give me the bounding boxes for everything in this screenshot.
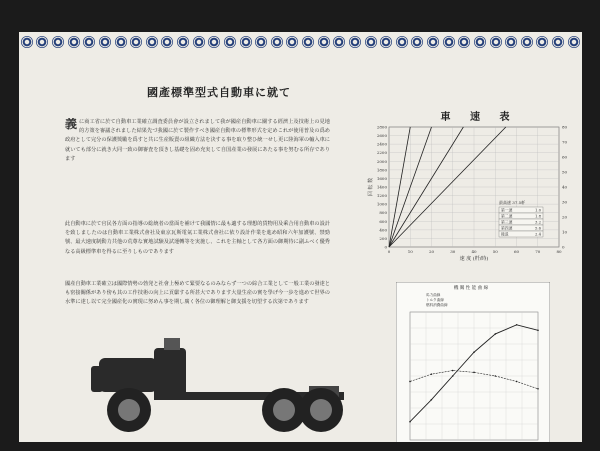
brochure-page: [19, 32, 582, 442]
y-tick-label: 1800: [376, 167, 387, 173]
x-axis-label: 速 度 (粁/時): [459, 256, 489, 262]
y-tick-label: 600: [379, 218, 387, 224]
y-right-tick-label: 80: [562, 124, 568, 130]
border-flower-icon: [130, 36, 142, 48]
y-right-tick-label: 10: [562, 229, 568, 235]
engine-data-point: [452, 375, 454, 377]
border-flower-icon: [552, 36, 564, 48]
gear-table-cell: 2.4: [534, 231, 541, 237]
engine-chart-title: 機 關 性 能 曲 線: [453, 286, 489, 291]
border-flower-icon: [240, 36, 252, 48]
y-tick-label: 400: [379, 227, 387, 233]
y-tick-label: 1400: [376, 184, 387, 190]
rear-wheel-hub: [273, 399, 295, 421]
y-tick-label: 1000: [376, 201, 387, 207]
border-flower-icon: [474, 36, 486, 48]
paragraph-3: 國産自動車工業確立は國際情勢の勃発と社會上極めて緊要なるのみならず一つの綜合工業として一般工業の發達とも密接關係があり傍も其の工作技術の向上に貢獻する所甚大であります大量生産の實を學げ今一歩を進めて世界の水準に達し以て完全國産化の實現に努めん事を期し廣く各位の御理解と御支援を切望する次第であります: [65, 281, 330, 306]
engine-hood: [99, 358, 157, 392]
gear-table-cell: 後退: [501, 231, 509, 237]
front-wheel-hub: [118, 399, 140, 421]
engine-data-point: [495, 333, 497, 335]
x-tick-label: 0: [387, 249, 391, 254]
gear-table-cell: 第三速: [501, 219, 513, 225]
y-tick-label: 1600: [376, 175, 387, 181]
document-title: 國產標準型式自動車に就て: [147, 86, 291, 99]
border-flower-icon: [411, 36, 423, 48]
y-right-tick-label: 0: [562, 244, 565, 250]
x-tick-label: 50: [492, 249, 498, 254]
engine-data-point: [473, 351, 475, 353]
engine-data-point: [473, 372, 475, 374]
border-flower-icon: [505, 36, 517, 48]
border-flower-icon: [302, 36, 314, 48]
border-flower-icon: [99, 36, 111, 48]
y-right-tick-label: 30: [562, 199, 568, 205]
engine-legend-entry: 燃料消費曲線: [426, 303, 448, 307]
gear-table-cell: 第四速: [501, 225, 513, 231]
engine-data-point: [409, 381, 411, 383]
paragraph-1-text: に商工省に於て自動車工業確立調査委員會が設立されまして我が國産自動車に關する經濟上及技術上の見地的方策を審議されました結果先づ我國に於て製作すべき國産自動車の標準形式を定めこれが使用普及の爲め政府として完分の保護獎勵を爲すと共に生産販賣の組織方法を決する事を取り整ひ統一せし更に陸海軍の輸入車に就いても部分に就き大同一致の御審査を頂きし基礎を固め充実して自国産業の發展にあたる事を努むる所存であります: [65, 119, 330, 162]
gear-table-note: 最高速 37.5粁: [499, 200, 526, 205]
y-tick-label: 800: [379, 210, 387, 216]
y-tick-label: 200: [379, 235, 387, 241]
border-flower-icon: [115, 36, 127, 48]
border-flower-icon: [83, 36, 95, 48]
y-right-tick-label: 60: [562, 154, 568, 160]
decorative-border: [19, 32, 582, 52]
y-right-tick-label: 40: [562, 184, 568, 190]
border-flower-icon: [396, 36, 408, 48]
engine-data-point: [452, 370, 454, 372]
engine-data-point: [431, 399, 433, 401]
engine-data-point: [431, 373, 433, 375]
border-flower-icon: [193, 36, 205, 48]
y-tick-label: 2000: [376, 158, 387, 164]
border-flower-icon: [146, 36, 158, 48]
y-tick-label: 2200: [376, 150, 387, 156]
border-flower-icon: [271, 36, 283, 48]
border-flower-icon: [224, 36, 236, 48]
border-flower-icon: [568, 36, 580, 48]
border-flower-icon: [365, 36, 377, 48]
border-flower-icon: [380, 36, 392, 48]
speed-chart: [364, 122, 579, 262]
x-tick-label: 70: [535, 249, 541, 254]
x-tick-label: 80: [556, 249, 562, 254]
border-flower-icon: [177, 36, 189, 48]
rear-wheel-2-hub: [310, 399, 332, 421]
y-right-tick-label: 70: [562, 139, 568, 145]
engine-chart: [396, 282, 550, 442]
border-flower-icon: [68, 36, 80, 48]
engine-chart-frame: [396, 282, 550, 442]
engine-data-point: [516, 381, 518, 383]
border-flower-icon: [427, 36, 439, 48]
border-flower-icon: [255, 36, 267, 48]
border-flower-icon: [521, 36, 533, 48]
engine-legend-entry: 馬力曲線: [426, 293, 441, 297]
border-flower-icon: [52, 36, 64, 48]
y-tick-label: 2600: [376, 133, 387, 139]
y-right-tick-label: 50: [562, 169, 568, 175]
x-tick-label: 40: [471, 249, 477, 254]
engine-legend-entry: トルク曲線: [426, 298, 444, 302]
paragraph-1: [65, 118, 330, 208]
x-tick-label: 30: [450, 249, 456, 254]
gear-table-cell: 第一速: [501, 207, 513, 213]
y-tick-label: 1200: [376, 193, 387, 199]
drop-cap: 義: [65, 118, 78, 131]
y-tick-label: 2800: [376, 124, 387, 130]
y-tick-label: 0: [384, 244, 387, 250]
x-tick-label: 10: [407, 249, 413, 254]
border-flower-icon: [458, 36, 470, 48]
border-flower-icon: [318, 36, 330, 48]
border-flower-icon: [490, 36, 502, 48]
y-right-tick-label: 20: [562, 214, 568, 220]
x-tick-label: 60: [513, 249, 520, 254]
radiator-grille: [91, 366, 103, 392]
border-flower-icon: [443, 36, 455, 48]
speed-chart-title: 車 速 表: [440, 112, 518, 123]
steering-wheel: [164, 338, 180, 350]
gear-table-cell: 1.8: [534, 213, 541, 219]
border-flower-icon: [36, 36, 48, 48]
border-flower-icon: [161, 36, 173, 48]
border-flower-icon: [286, 36, 298, 48]
gear-table-cell: 3.2: [534, 219, 541, 225]
gear-table-cell: 5.6: [534, 225, 541, 231]
border-flower-icon: [333, 36, 345, 48]
gear-table-cell: 1.0: [534, 207, 541, 213]
gear-table-cell: 第二速: [501, 213, 513, 219]
truck-chassis-illustration: [59, 330, 359, 440]
engine-data-point: [409, 421, 411, 423]
x-tick-label: 20: [428, 249, 435, 254]
engine-data-point: [516, 324, 518, 326]
engine-data-point: [495, 375, 497, 377]
y-axis-label: 回 転 数: [368, 177, 374, 197]
border-flower-icon: [21, 36, 33, 48]
border-flower-icon: [536, 36, 548, 48]
border-flower-icon: [208, 36, 220, 48]
border-flower-icon: [349, 36, 361, 48]
paragraph-2: 此自動車に於て官民各方面の指導の総統者の當面を補けて我國情に最も適する理想的貨物用及乘合用自動車の設計を致しましたのは自動車工業株式會社及東京瓦斯電氣工業株式會社に依り設計作業を進め昭和六年加護號、禁勁號、最大速度制動力共他の荒尊な實地試験及試運轉等を実施し、これを主軸として各方面の御期待に副ふべく優秀なる高級標準車を得るに至りしものであります: [65, 221, 330, 255]
engine-data-point: [537, 388, 539, 390]
engine-data-point: [537, 329, 539, 331]
y-tick-label: 2400: [376, 141, 387, 147]
